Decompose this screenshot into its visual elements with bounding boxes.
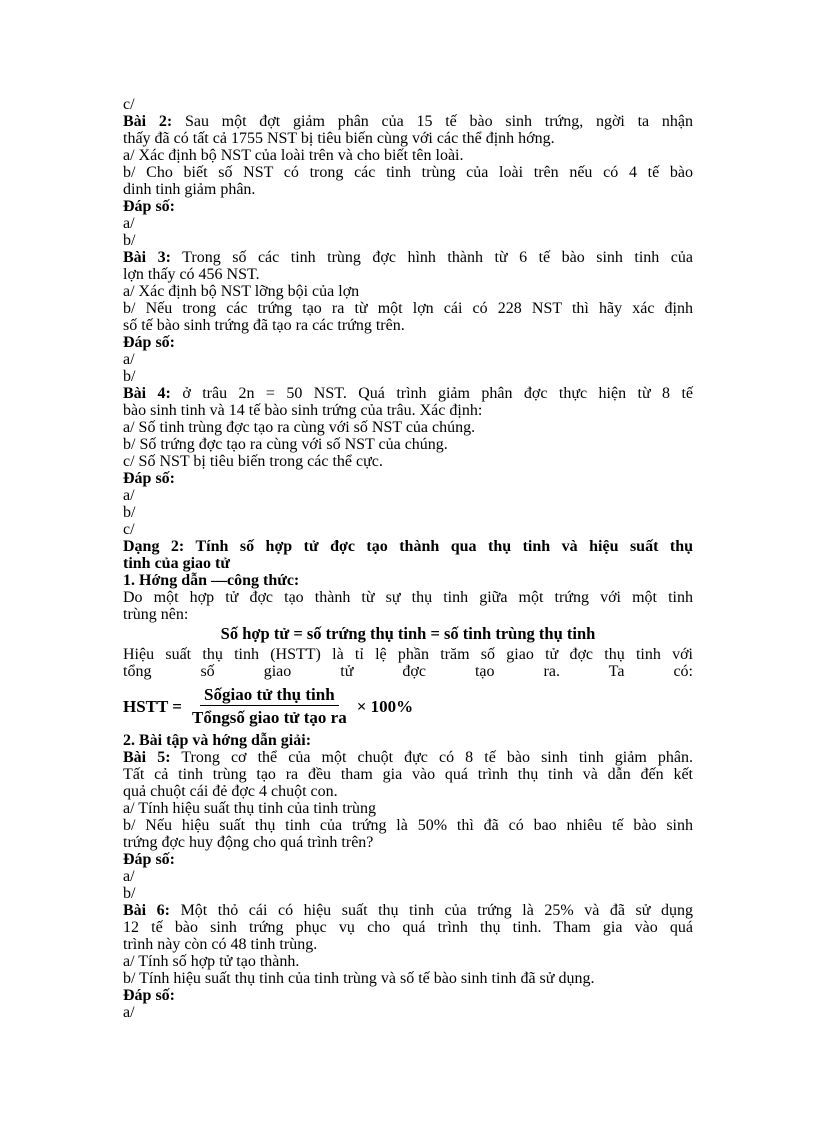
exercise-2-label: Bài 2: bbox=[123, 113, 173, 130]
text-segment: ở trâu 2n = 50 NST. Quá trình giảm phân đợc thực hiện từ 8 tế bbox=[182, 385, 694, 402]
answer-line: a/ bbox=[123, 215, 135, 232]
text-line: a/ Tính số hợp tử tạo thành. bbox=[123, 953, 300, 970]
subsection-heading: 2. Bài tập và hớng dẫn giải: bbox=[123, 732, 312, 749]
answer-line: b/ bbox=[123, 504, 136, 521]
text-line: trình này còn có 48 tinh trùng. bbox=[123, 936, 318, 953]
text-line: trứng đợc huy động cho quá trình trên? bbox=[123, 834, 374, 851]
answer-heading: Đáp số: bbox=[123, 334, 176, 351]
exercise-6-label: Bài 6: bbox=[123, 902, 170, 919]
exercise-5-label: Bài 5: bbox=[123, 749, 171, 766]
answer-heading: Đáp số: bbox=[123, 198, 176, 215]
exercise-6-line bbox=[123, 902, 693, 919]
exercise-4-line bbox=[123, 385, 693, 402]
text-line: Hiệu suất thụ tinh (HSTT) là tỉ lệ phần trăm số giao tử đợc thụ tinh với bbox=[123, 646, 693, 663]
text-line: dinh tinh giảm phân. bbox=[123, 181, 256, 198]
hstt-formula bbox=[123, 686, 693, 726]
answer-line: a/ bbox=[123, 351, 135, 368]
text-line: lợn thấy có 456 NST. bbox=[123, 266, 260, 283]
text-line: Tất cả tinh trùng tạo ra đều tham gia vào quá trình thụ tinh và dẫn đến kết bbox=[123, 766, 693, 783]
answer-heading: Đáp số: bbox=[123, 470, 176, 487]
subsection-heading: 1. Hớng dẫn —công thức: bbox=[123, 572, 300, 589]
text-line: a/ Số tinh trùng đợc tạo ra cùng với số NST của chúng. bbox=[123, 419, 476, 436]
text-line: a/ Xác định bộ NST của loài trên và cho biết tên loài. bbox=[123, 147, 464, 164]
hstt-multiplier: × 100% bbox=[356, 696, 414, 716]
text-line: a/ Xác định bộ NST lỡng bội của lợn bbox=[123, 283, 360, 300]
exercise-3-line bbox=[123, 249, 693, 266]
hstt-numerator: Sốgiao tử thụ tinh bbox=[200, 686, 339, 706]
answer-line: b/ bbox=[123, 232, 136, 249]
text-segment: Trong cơ thể của một chuột đực có 8 tế bào sinh tinh giảm phân. bbox=[181, 749, 693, 766]
text-line: quả chuột cái đẻ đợc 4 chuột con. bbox=[123, 783, 338, 800]
answer-line: c/ bbox=[123, 521, 135, 538]
section-heading: Dạng 2: Tính số hợp tử đợc tạo thành qua thụ tinh và hiệu suất thụ bbox=[123, 538, 693, 555]
text-line: b/ Cho biết số NST có trong các tinh trùng của loài trên nếu có 4 tế bào bbox=[123, 164, 693, 181]
text-line: b/ Nếu trong các trứng tạo ra từ một lợn cái có 228 NST thì hãy xác định bbox=[123, 300, 693, 317]
text-line: thấy đã có tất cả 1755 NST bị tiêu biến cùng với các thể định hớng. bbox=[123, 130, 555, 147]
text-segment: Sau một đợt giảm phân của 15 tế bào sinh trứng, ngời ta nhận bbox=[184, 113, 693, 130]
text-line: số tế bào sinh trứng đã tạo ra các trứng trên. bbox=[123, 317, 405, 334]
text-line: c/ Số NST bị tiêu biến trong các thể cực. bbox=[123, 453, 383, 470]
text-line: bào sinh tinh và 14 tế bào sinh trứng của trâu. Xác định: bbox=[123, 402, 483, 419]
text-segment: Trong số các tinh trùng đợc hình thành từ 6 tế bào sinh tinh của bbox=[182, 249, 693, 266]
answer-line: a/ bbox=[123, 868, 135, 885]
section-heading-cont: tinh của giao tử bbox=[123, 555, 230, 572]
answer-line: a/ bbox=[123, 487, 135, 504]
text-line: b/ Số trứng đợc tạo ra cùng với số NST của chúng. bbox=[123, 436, 448, 453]
answer-line: c/ bbox=[123, 96, 135, 113]
text-line: b/ Nếu hiệu suất thụ tinh của trứng là 50% thì đã có bao nhiêu tế bào sinh bbox=[123, 817, 693, 834]
exercise-3-label: Bài 3: bbox=[123, 249, 171, 266]
text-line: tổng số giao tử đợc tạo ra. Ta có: bbox=[123, 663, 693, 680]
text-line: 12 tế bào sinh trứng phục vụ cho quá trình thụ tinh. Tham gia vào quá bbox=[123, 919, 693, 936]
answer-line: b/ bbox=[123, 885, 136, 902]
document-page bbox=[123, 96, 693, 1021]
answer-line: a/ bbox=[123, 1004, 135, 1021]
hstt-denominator: Tổngsố giao tử tạo ra bbox=[192, 708, 347, 727]
text-line: b/ Tính hiệu suất thụ tinh của tinh trùng và số tế bào sinh tinh đã sử dụng. bbox=[123, 970, 595, 987]
zygote-formula: Số hợp tử = số trứng thụ tinh = số tinh trùng thụ tinh bbox=[220, 624, 596, 643]
exercise-2-line bbox=[123, 113, 693, 130]
text-segment: Một thỏ cái có hiệu suất thụ tinh của trứng là 25% và đã sử dụng bbox=[180, 902, 693, 919]
hstt-fraction bbox=[188, 686, 351, 726]
answer-line: b/ bbox=[123, 368, 136, 385]
text-line: a/ Tính hiệu suất thụ tinh của tinh trùng bbox=[123, 800, 376, 817]
answer-heading: Đáp số: bbox=[123, 851, 176, 868]
hstt-label: HSTT = bbox=[123, 696, 182, 716]
answer-heading: Đáp số: bbox=[123, 987, 176, 1004]
text-line: trùng nên: bbox=[123, 606, 189, 623]
exercise-5-line bbox=[123, 749, 693, 766]
text-line: Do một hợp tử đợc tạo thành từ sự thụ tinh giữa một trứng với một tinh bbox=[123, 589, 693, 606]
exercise-4-label: Bài 4: bbox=[123, 385, 171, 402]
